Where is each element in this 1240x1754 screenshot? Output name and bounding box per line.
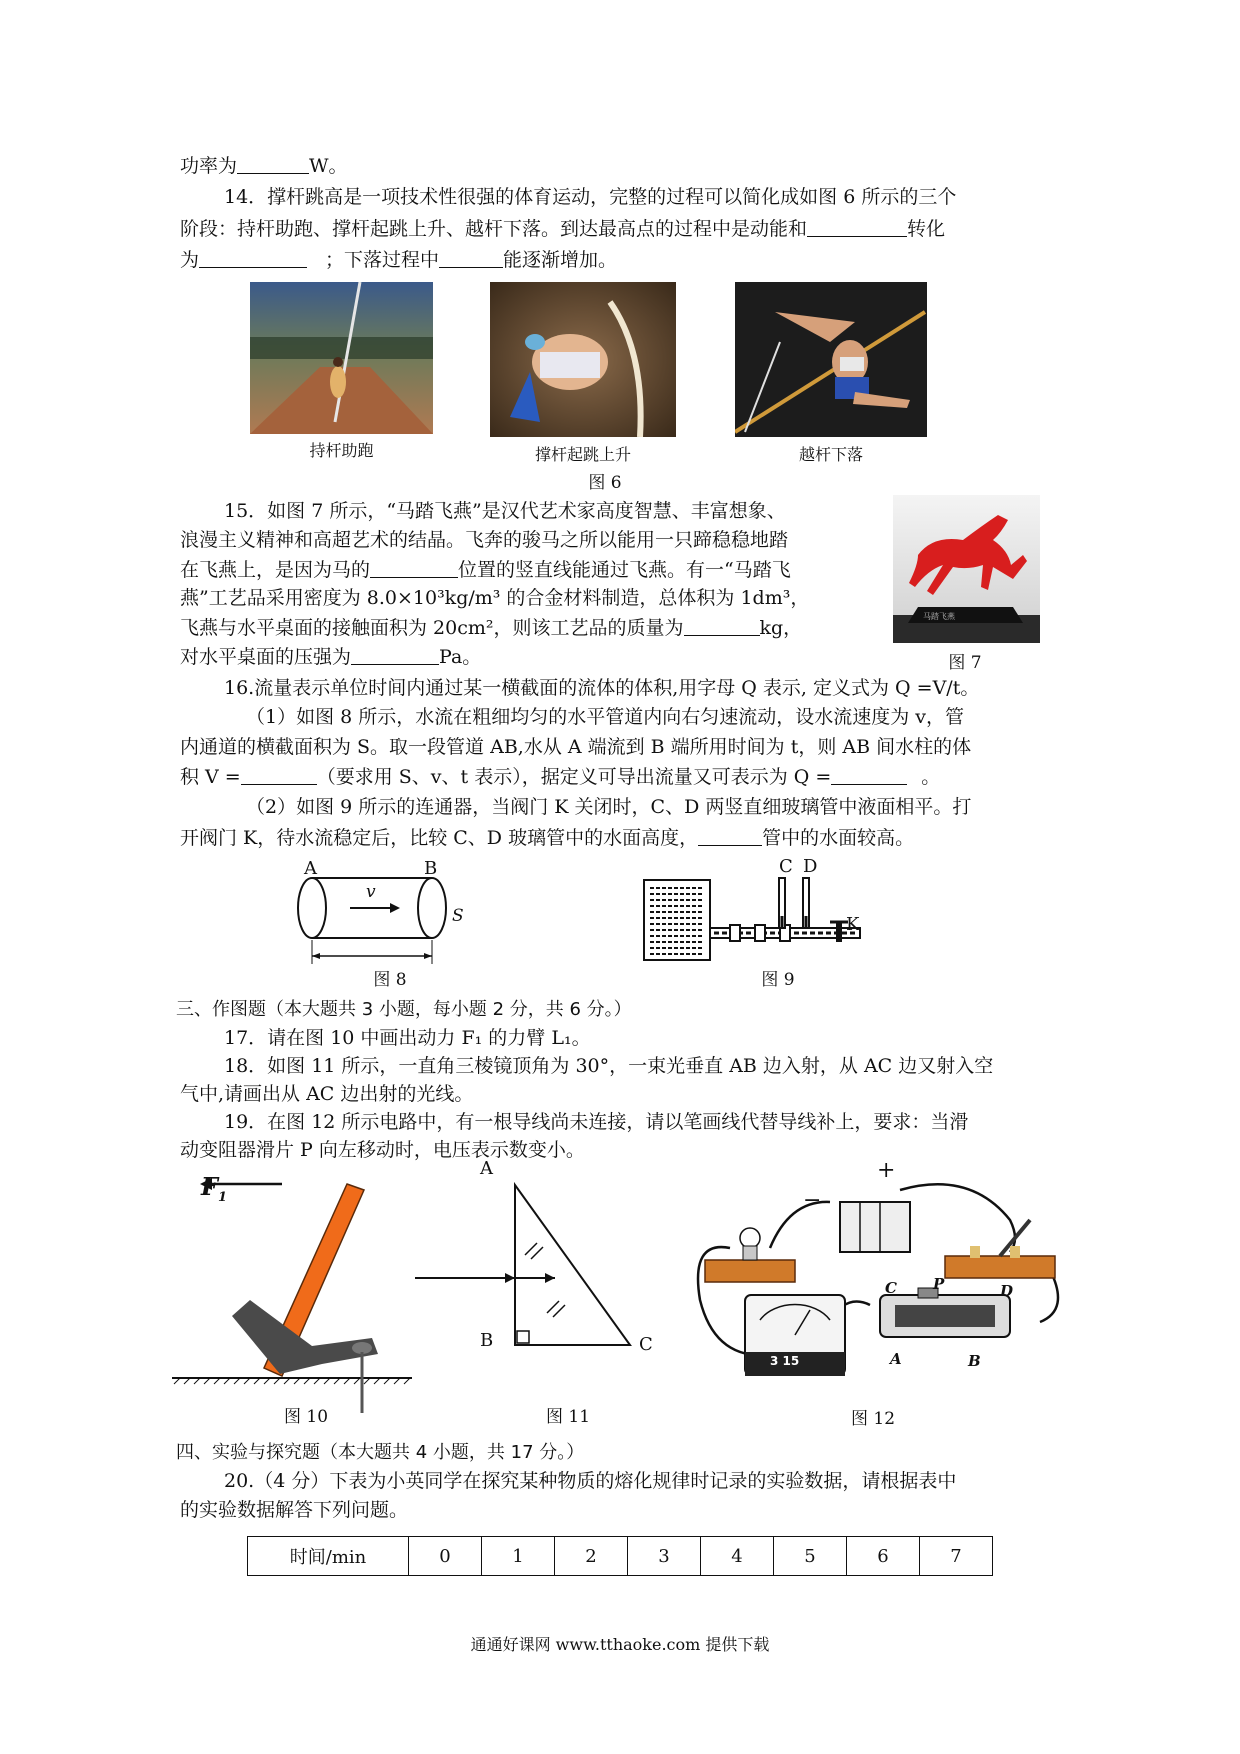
- answer-blank[interactable]: [684, 613, 760, 636]
- voltmeter-scale: 3 15: [770, 1354, 800, 1368]
- table-cell: 4: [701, 1537, 774, 1576]
- table-cell: 2: [555, 1537, 628, 1576]
- fig8-label-v: v: [366, 882, 376, 902]
- q19-line-1: 19．在图 12 所示电路中，有一根导线尚未连接，请以笔画线代替导线补上，要求：当滑: [224, 1111, 969, 1133]
- q16-line-6: 开阀门 K，待水流稳定后，比较 C、D 玻璃管中的水面高度， 管中的水面较高。: [180, 823, 1070, 853]
- q18-line-2: 气中,请画出从 AC 边出射的光线。: [180, 1083, 474, 1105]
- answer-blank[interactable]: [351, 642, 439, 665]
- table-row: [248, 1537, 993, 1576]
- wire: [900, 1184, 1015, 1252]
- battery-plus: +: [877, 1158, 896, 1183]
- photo-pole-fall: [735, 282, 927, 437]
- q16-line-1: 16.流量表示单位时间内通过某一横截面的流体的体积,用字母 Q 表示, 定义式为 Q =V/t。: [224, 677, 980, 699]
- q15-line-4: 燕”工艺品采用密度为 8.0×10³kg/m³ 的合金材料制造，总体积为 1dm³，: [180, 587, 810, 609]
- fig6-label: 图 6: [588, 473, 622, 493]
- answer-blank[interactable]: [807, 214, 907, 237]
- fig8-label-s: S: [452, 906, 464, 926]
- flow-arrow-head: [390, 903, 400, 913]
- fig12-label-a: A: [890, 1350, 902, 1368]
- table-cell: 7: [920, 1537, 993, 1576]
- section-3-heading: 三、作图题（本大题共 3 小题，每小题 2 分，共 6 分。）: [176, 999, 632, 1020]
- data-table: [247, 1536, 993, 1576]
- q15-line-1: 15．如图 7 所示，“马踏飞燕”是汉代艺术家高度智慧、丰富想象、: [224, 500, 786, 522]
- table-header-time: 时间/min: [248, 1537, 409, 1576]
- fig12-circuit-diagram: [670, 1160, 1070, 1400]
- q16-line-4: 积 V = （要求用 S、v、t 表示），据定义可导出流量又可表示为 Q = 。: [180, 762, 1070, 792]
- table-cell: 1: [482, 1537, 555, 1576]
- fig6-caption-run: 持杆助跑: [309, 441, 374, 460]
- photo-pole-fall-image: [735, 282, 927, 437]
- fig9-label-d: D: [803, 856, 818, 877]
- q16-line-2: （1）如图 8 所示，水流在粗细均匀的水平管道内向右匀速流动，设水流速度为 v，管: [246, 706, 965, 728]
- prism-triangle: [515, 1185, 630, 1345]
- fig12-label-b: B: [968, 1352, 981, 1370]
- q15-line-3: 在飞燕上，是因为马的 位置的竖直线能通过飞燕。有一“马踏飞: [180, 555, 880, 585]
- fig7-label: 图 7: [948, 653, 982, 673]
- fig8-label-a: A: [304, 858, 317, 879]
- q15-line-5: 飞燕与水平桌面的接触面积为 20cm²，则该工艺品的质量为 kg，: [180, 613, 880, 643]
- battery-pack: [840, 1202, 910, 1252]
- q15-line-2: 浪漫主义精神和高超艺术的结晶。飞奔的骏马之所以能用一只蹄稳稳地踏: [180, 529, 789, 551]
- table-cell: 0: [409, 1537, 482, 1576]
- horse-statue-image: [893, 495, 1040, 643]
- fig8-label-b: B: [424, 858, 438, 879]
- q16-line-3: 内通道的横截面积为 S。取一段管道 AB,水从 A 端流到 B 端所用时间为 t，则 AB 间水柱的体: [180, 736, 972, 758]
- statue-plaque: 马踏飞燕: [923, 612, 955, 621]
- pipe-end-a: [298, 878, 326, 938]
- section-4-heading: 四、实验与探究题（本大题共 4 小题，共 17 分。）: [176, 1442, 585, 1463]
- fig12-label-d: D: [1000, 1282, 1014, 1300]
- pipe-end-b: [418, 878, 446, 938]
- table-cell: 5: [774, 1537, 847, 1576]
- q15-line-6: 对水平桌面的压强为 Pa。: [180, 642, 880, 672]
- fig9-vessels-diagram: [640, 866, 870, 966]
- fig12-label-c: C: [885, 1279, 897, 1297]
- answer-blank[interactable]: [831, 762, 907, 785]
- photo-pole-rise: [490, 282, 676, 437]
- answer-blank[interactable]: [439, 245, 503, 268]
- fig10-f1-label: $F_1$: [201, 1172, 228, 1205]
- fig6-caption-rise: 撑杆起跳上升: [534, 445, 631, 464]
- photo-pole-run: [250, 282, 433, 434]
- fig11-label-b: B: [480, 1330, 494, 1351]
- photo-pole-run-image: [250, 282, 433, 434]
- photo-pole-rise-image: [490, 282, 676, 437]
- fig8-label: 图 8: [373, 970, 407, 990]
- page-footer: 通通好课网 www.tthaoke.com 提供下载: [470, 1635, 770, 1654]
- answer-blank[interactable]: [199, 245, 307, 268]
- q19-line-2: 动变阻器滑片 P 向左移动时，电压表示数变小。: [180, 1139, 585, 1161]
- q16-line-5: （2）如图 9 所示的连通器，当阀门 K 关闭时，C、D 两竖直细玻璃管中液面相平。打: [246, 796, 972, 818]
- fig9-label: 图 9: [761, 970, 795, 990]
- valve-k: [836, 922, 842, 942]
- fig10-label: 图 10: [283, 1407, 329, 1427]
- answer-blank[interactable]: [698, 823, 762, 846]
- fig12-label: 图 12: [850, 1409, 896, 1429]
- photo-horse-statue: [893, 495, 1040, 643]
- bulb-base: [705, 1260, 795, 1282]
- answer-blank[interactable]: [370, 555, 458, 578]
- switch-base: [945, 1256, 1055, 1278]
- battery-minus: −: [803, 1188, 822, 1213]
- fig11-label-c: C: [639, 1334, 653, 1355]
- table-cell: 6: [847, 1537, 920, 1576]
- fig9-label-c: C: [779, 856, 793, 877]
- line-power: 功率为 W。: [180, 151, 1070, 181]
- q14-line-1: 14．撑杆跳高是一项技术性很强的体育运动，完整的过程可以简化成如图 6 所示的三个: [224, 186, 957, 208]
- answer-blank[interactable]: [241, 762, 317, 785]
- fig11-prism-diagram: [415, 1175, 655, 1355]
- fig8-pipe-diagram: [290, 868, 470, 968]
- fig12-label-p: P: [933, 1275, 945, 1293]
- q18-line-1: 18．如图 11 所示，一直角三棱镜顶角为 30°，一束光垂直 AB 边入射，从 AC 边又射入空: [224, 1055, 994, 1077]
- q20-line-1: 20.（4 分）下表为小英同学在探究某种物质的熔化规律时记录的实验数据，请根据表中: [224, 1470, 957, 1492]
- q17-line: 17．请在图 10 中画出动力 F₁ 的力臂 L₁。: [224, 1027, 591, 1049]
- fig11-label: 图 11: [545, 1407, 591, 1427]
- q14-line-3: 为 ；下落过程中 能逐渐增加。: [180, 245, 1070, 275]
- table-cell: 3: [628, 1537, 701, 1576]
- fig11-label-a: A: [480, 1158, 493, 1179]
- answer-blank[interactable]: [237, 151, 309, 174]
- q14-line-2: 阶段：持杆助跑、撑杆起跳上升、越杆下落。到达最高点的过程中是动能和 转化: [180, 214, 1070, 244]
- bulb: [740, 1228, 760, 1248]
- fig9-label-k: K: [846, 914, 860, 935]
- q20-line-2: 的实验数据解答下列问题。: [180, 1499, 409, 1521]
- fig6-caption-fall: 越杆下落: [798, 445, 863, 464]
